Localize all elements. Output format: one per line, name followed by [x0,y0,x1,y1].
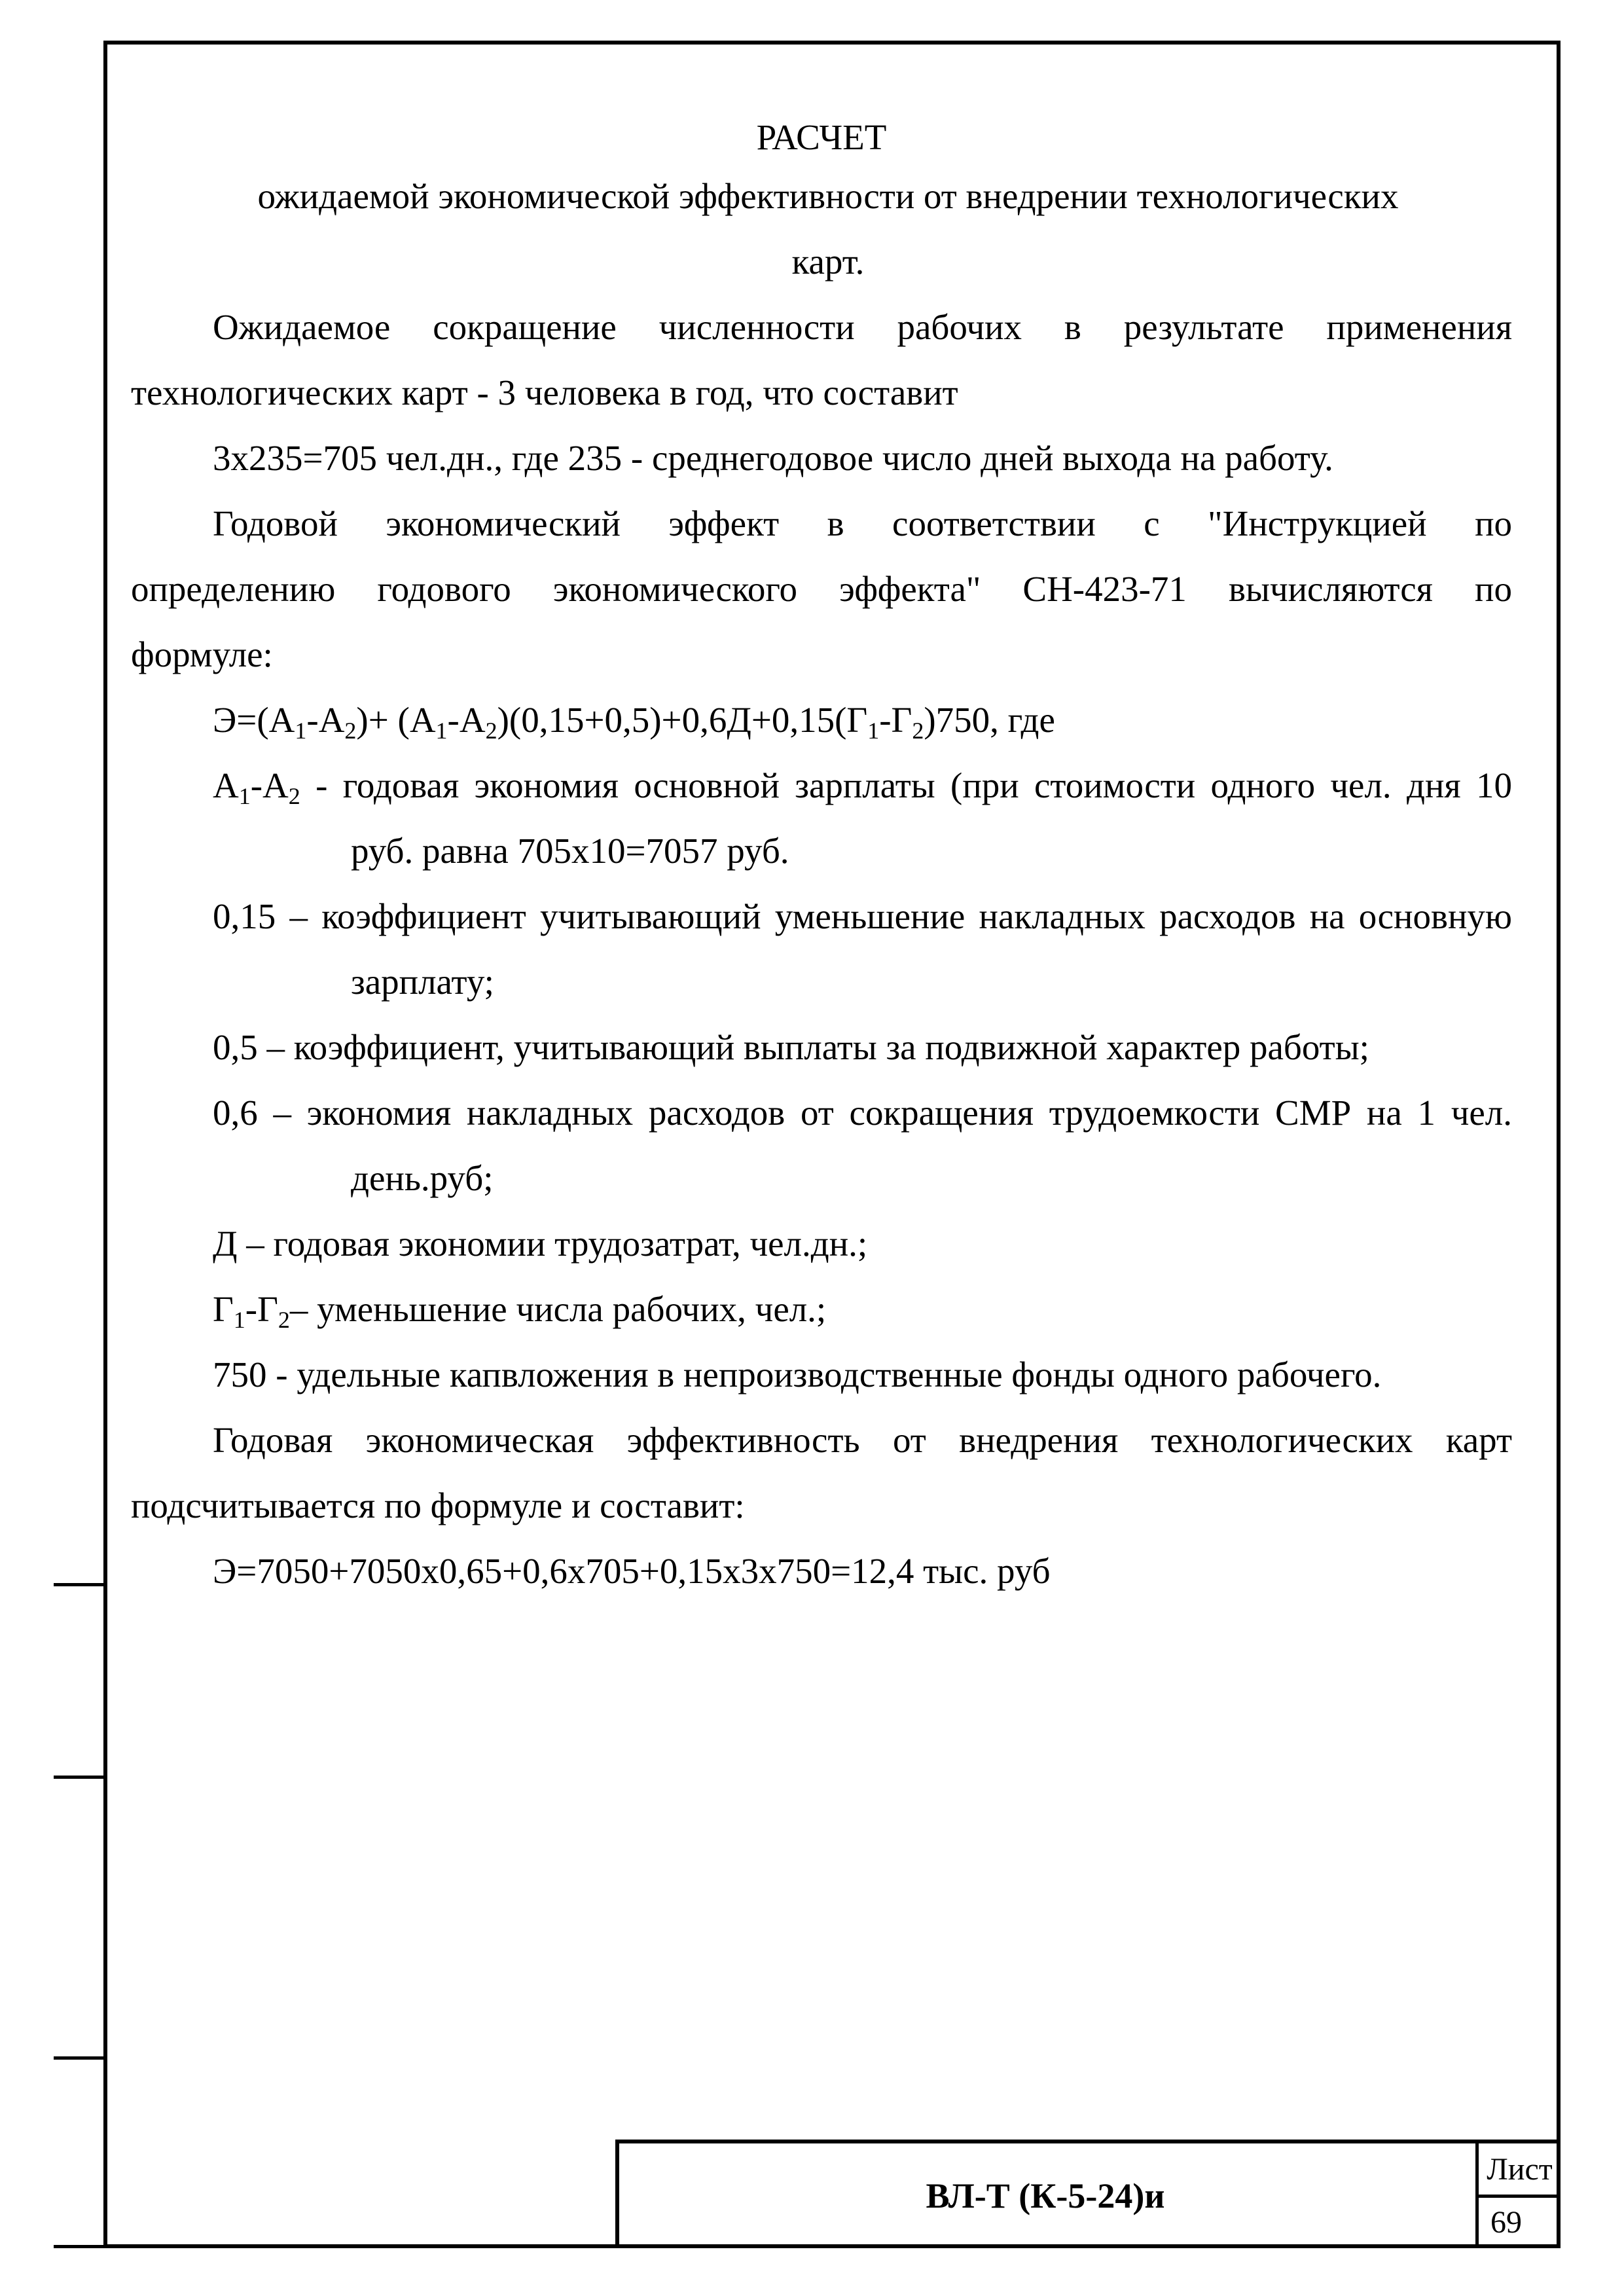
paragraph-line: Годовой экономический эффект в соответствии с "Инструкцией по [213,503,1512,543]
binding-mark [54,2056,103,2060]
definition-item: 750 - удельные капвложения в непроизводственные фонды одного рабочего. [213,1355,1382,1394]
paragraph: 3х235=705 чел.дн., где 235 - среднегодовое число дней выхода на работу. [213,438,1333,478]
paragraph-line: подсчитывается по формуле и составит: [131,1485,745,1525]
binding-mark [54,1583,103,1586]
result-formula: Э=7050+7050х0,65+0,6х705+0,15х3х750=12,4 тыс. руб [213,1551,1051,1591]
sheet-label: Лист [1479,2143,1561,2198]
definition-item: 0,5 – коэффициент, учитывающий выплаты за подвижной характер работы; [213,1027,1369,1067]
paragraph-line: формуле: [131,634,273,674]
definition-item: $Г_1-Г_2-$ уменьшение числа рабочих, чел.; [213,1289,827,1333]
definition-item: 0,15 – коэффициент учитывающий уменьшение накладных расходов на основную зарплату; [213,896,1512,1002]
subtitle-line: ожидаемой экономической эффективности от внедрении технологических [257,176,1399,216]
paragraph-line: Годовая экономическая эффективность от внедрения технологических карт [213,1420,1512,1460]
document-code: ВЛ-Т (К-5-24)и [926,2176,1165,2215]
document-body [131,111,1512,1604]
sheet-number: 69 [1490,2205,1522,2240]
formula: $Э=(А_1-А_2)+ (А_1-А_2)(0,15+0,5)+0,6Д+0,15(Г_1-Г_2)750$, где [213,700,1055,744]
definition-item: $А_1-А_2$ - годовая экономия основной зарплаты (при стоимости одного чел. дня 10 руб. равна 705х10=7057 руб. [213,765,1512,871]
title-block [615,2140,1561,2248]
definition-item: Д – годовая экономии трудозатрат, чел.дн.; [213,1224,868,1264]
subtitle-line: карт. [791,242,865,282]
page-title: РАСЧЕТ [756,117,887,157]
paragraph-line: определению годового экономического эффекта" СН-423-71 вычисляются по [131,569,1512,609]
paragraph-line: Ожидаемое сокращение численности рабочих в результате применения [213,307,1512,347]
paragraph-line: технологических карт - 3 человека в год, что составит [131,373,958,412]
sheet-cell [1475,2143,1561,2248]
definition-item: 0,6 – экономия накладных расходов от сокращения трудоемкости СМР на 1 чел. день.руб; [213,1093,1512,1198]
binding-mark [54,1776,103,1779]
